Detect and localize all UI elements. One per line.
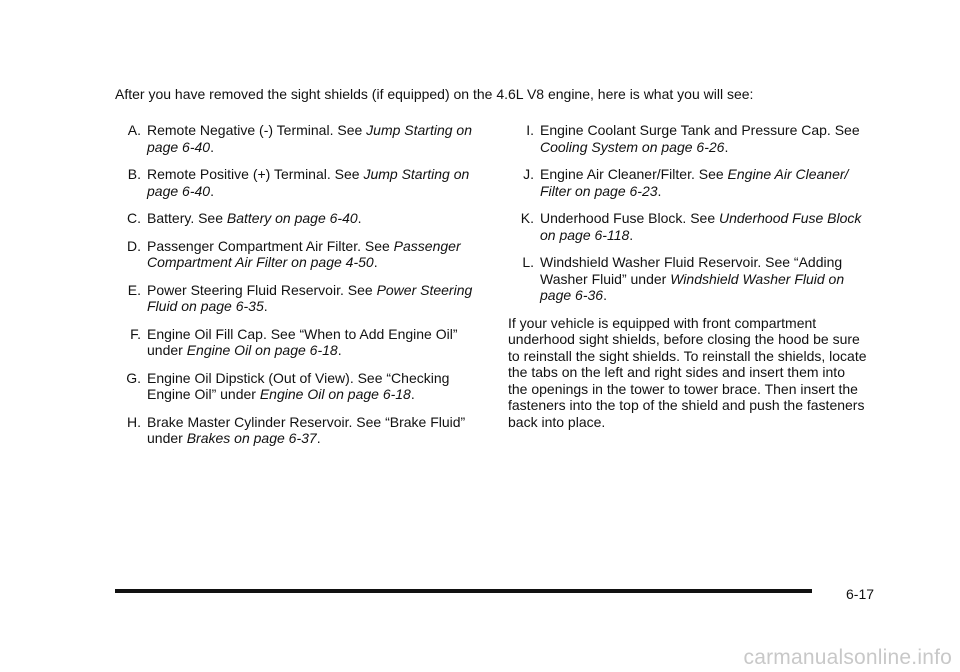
item-text xyxy=(147,166,485,199)
item-body: Engine Oil Dipstick (Out of View). See “Checking Engine Oil” under xyxy=(147,369,450,402)
item-text xyxy=(147,414,485,447)
list-item xyxy=(115,210,485,227)
item-letter: I. xyxy=(526,122,534,138)
page-number: 6-17 xyxy=(846,586,875,602)
item-body: Windshield Washer Fluid Reservoir. See “Adding Washer Fluid” under xyxy=(540,254,843,287)
item-text xyxy=(147,238,485,271)
left-column xyxy=(115,122,485,458)
item-letter: E. xyxy=(127,281,141,298)
item-body: Underhood Fuse Block. See xyxy=(540,210,719,226)
item-letter: L. xyxy=(522,254,534,270)
item-body: Engine Air Cleaner/Filter. See xyxy=(540,166,728,182)
cross-reference: Jump Starting on page 6-40 xyxy=(147,166,470,199)
cross-reference: Brakes on page 6-37 xyxy=(186,430,317,446)
item-tail: . xyxy=(337,342,342,358)
item-tail: . xyxy=(410,386,415,402)
cross-reference: Passenger Compartment Air Filter on page 4-50 xyxy=(147,237,461,270)
item-letter: G. xyxy=(126,369,141,386)
item-letter: D. xyxy=(127,237,141,254)
item-text xyxy=(540,210,868,243)
item-tail: . xyxy=(657,182,662,199)
item-letter: K. xyxy=(520,210,534,226)
list-item xyxy=(115,166,485,199)
item-text xyxy=(147,210,485,227)
list-item xyxy=(508,166,868,199)
item-text xyxy=(540,166,868,199)
item-tail: . xyxy=(210,182,214,199)
item-tail: . xyxy=(263,298,268,314)
cross-reference: Engine Oil on page 6-18 xyxy=(259,386,411,402)
item-text xyxy=(147,282,485,315)
item-tail: . xyxy=(724,138,729,155)
list-item xyxy=(115,282,485,315)
item-tail: . xyxy=(629,226,634,243)
item-tail: . xyxy=(373,254,378,270)
item-letter: F. xyxy=(130,325,141,342)
item-body: Remote Positive (+) Terminal. See xyxy=(147,166,364,182)
list-item xyxy=(115,326,485,359)
item-text xyxy=(540,254,868,304)
item-text xyxy=(147,122,485,155)
item-letter: A. xyxy=(127,122,141,138)
item-text xyxy=(147,326,485,359)
cross-reference: Jump Starting on page 6-40 xyxy=(147,122,473,155)
right-column xyxy=(508,122,868,430)
item-letter: H. xyxy=(127,413,141,430)
list-item xyxy=(508,122,868,155)
list-item xyxy=(508,210,868,243)
item-tail: . xyxy=(316,430,321,446)
item-body: Battery. See xyxy=(147,210,227,226)
item-body: Passenger Compartment Air Filter. See xyxy=(147,237,394,254)
cross-reference: Power Steering Fluid on page 6-35 xyxy=(147,281,473,314)
list-item xyxy=(115,238,485,271)
item-body: Engine Oil Fill Cap. See “When to Add Engine Oil” under xyxy=(147,325,458,358)
list-item xyxy=(115,122,485,155)
cross-reference: Windshield Washer Fluid on page 6-36 xyxy=(540,270,845,303)
item-letter: B. xyxy=(127,166,141,182)
item-tail: . xyxy=(603,287,607,303)
closing-paragraph: If your vehicle is equipped with front compartment underhood sight shields, before closing the hood be sure to reinstall the sight shields. To reinstall the shields, locate the tabs on the left and right sides and insert them into the openings in the tower to tower brace. Then insert the fasteners into the top of the shield and push the fasteners back into place. xyxy=(508,314,867,430)
item-body: Brake Master Cylinder Reservoir. See “Brake Fluid” under xyxy=(147,413,466,446)
footer-rule xyxy=(115,589,812,593)
cross-reference: Underhood Fuse Block on page 6-118 xyxy=(540,210,862,243)
item-body: Remote Negative (-) Terminal. See xyxy=(147,122,367,138)
cross-reference: Battery on page 6-40 xyxy=(226,210,358,226)
item-body: Power Steering Fluid Reservoir. See xyxy=(147,281,377,298)
list-item xyxy=(115,370,485,403)
item-text xyxy=(147,370,485,403)
item-tail: . xyxy=(357,210,362,226)
list-item xyxy=(508,254,868,304)
item-text xyxy=(540,122,868,155)
cross-reference: Cooling System on page 6-26 xyxy=(540,138,725,155)
cross-reference: Engine Air Cleaner/ Filter on page 6-23 xyxy=(540,166,849,199)
cross-reference: Engine Oil on page 6-18 xyxy=(186,342,338,358)
item-body: Engine Coolant Surge Tank and Pressure Cap. See xyxy=(540,122,860,138)
list-item xyxy=(115,414,485,447)
item-letter: C. xyxy=(127,210,141,226)
item-letter: J. xyxy=(523,166,534,182)
watermark: carmanualsonline.info xyxy=(743,646,952,669)
intro-paragraph: After you have removed the sight shields (if equipped) on the 4.6L V8 engine, here is what you will see: xyxy=(115,86,754,102)
item-tail: . xyxy=(210,138,214,155)
